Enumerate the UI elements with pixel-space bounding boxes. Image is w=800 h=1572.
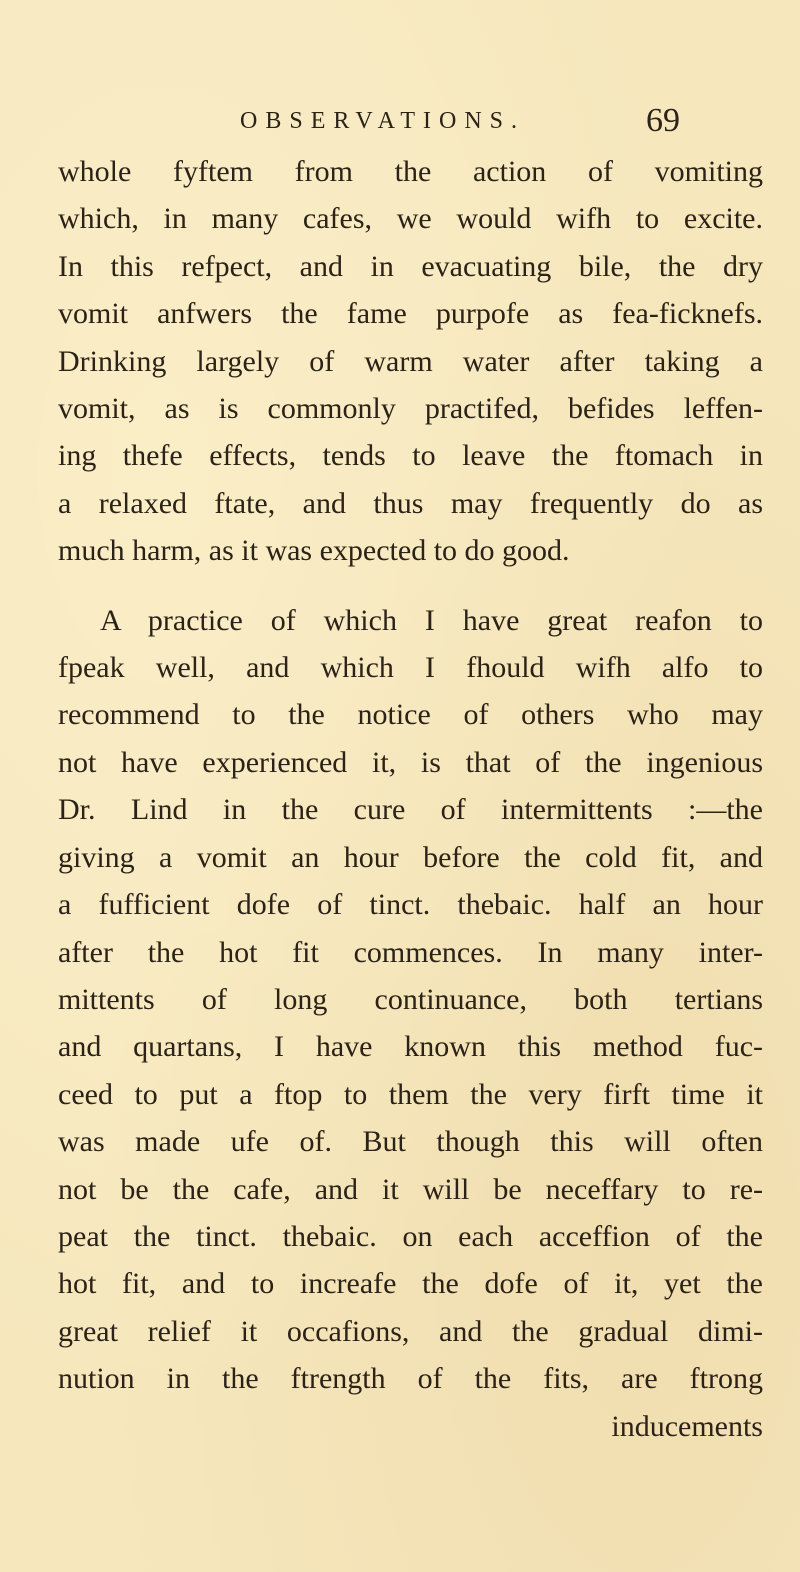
page-header (240, 102, 680, 148)
text-line: ceed to put a ftop to them the very firft time it (58, 1077, 763, 1111)
text-line: was made ufe of. But though this will often (58, 1125, 763, 1159)
text-line: not have experienced it, is that of the ingenious (58, 745, 763, 779)
page-number: 69 (646, 102, 680, 139)
text-line: Dr. Lind in the cure of intermittents :—the (58, 793, 763, 827)
text-line: hot fit, and to increafe the dofe of it, yet the (58, 1267, 763, 1301)
text-line: In this refpect, and in evacuating bile, the dry (58, 249, 763, 283)
text-line: a fufficient dofe of tinct. thebaic. half an hour (58, 888, 763, 922)
text-line: vomit, as is commonly practifed, befides leffen- (58, 392, 763, 426)
text-line: after the hot fit commences. In many inter- (58, 935, 763, 969)
text-line: peat the tinct. thebaic. on each acceffion of the (58, 1219, 763, 1253)
text-line: a relaxed ftate, and thus may frequently do as (58, 486, 763, 520)
text-line: ing thefe effects, tends to leave the ftomach in (58, 439, 763, 473)
text-line: and quartans, I have known this method fuc- (58, 1030, 763, 1064)
paragraph-spacer (58, 575, 763, 597)
text-line: whole fyftem from the action of vomiting (58, 155, 763, 188)
catchword: inducements (611, 1409, 763, 1443)
text-line: mittents of long continuance, both tertians (58, 982, 763, 1016)
text-line: much harm, as it was expected to do good. (58, 534, 570, 568)
body-text (58, 148, 763, 1450)
paragraph-1 (58, 148, 763, 575)
text-line: A practice of which I have great reafon to (100, 603, 763, 637)
text-line: giving a vomit an hour before the cold fit, and (58, 840, 763, 874)
text-line: vomit anfwers the fame purpofe as fea-ficknefs. (58, 297, 763, 331)
text-line: not be the cafe, and it will be neceffary to re- (58, 1172, 763, 1206)
text-line: recommend to the notice of others who may (58, 698, 763, 732)
text-line: Drinking largely of warm water after taking a (58, 344, 763, 378)
paragraph-2 (58, 597, 763, 1403)
text-line: fpeak well, and which I fhould wifh alfo to (58, 651, 763, 685)
text-line: great relief it occafions, and the gradual dimi- (58, 1314, 763, 1348)
text-line: which, in many cafes, we would wifh to excite. (58, 202, 763, 236)
text-line: nution in the ftrength of the fits, are ftrong (58, 1362, 763, 1396)
running-head: OBSERVATIONS. (240, 108, 526, 134)
